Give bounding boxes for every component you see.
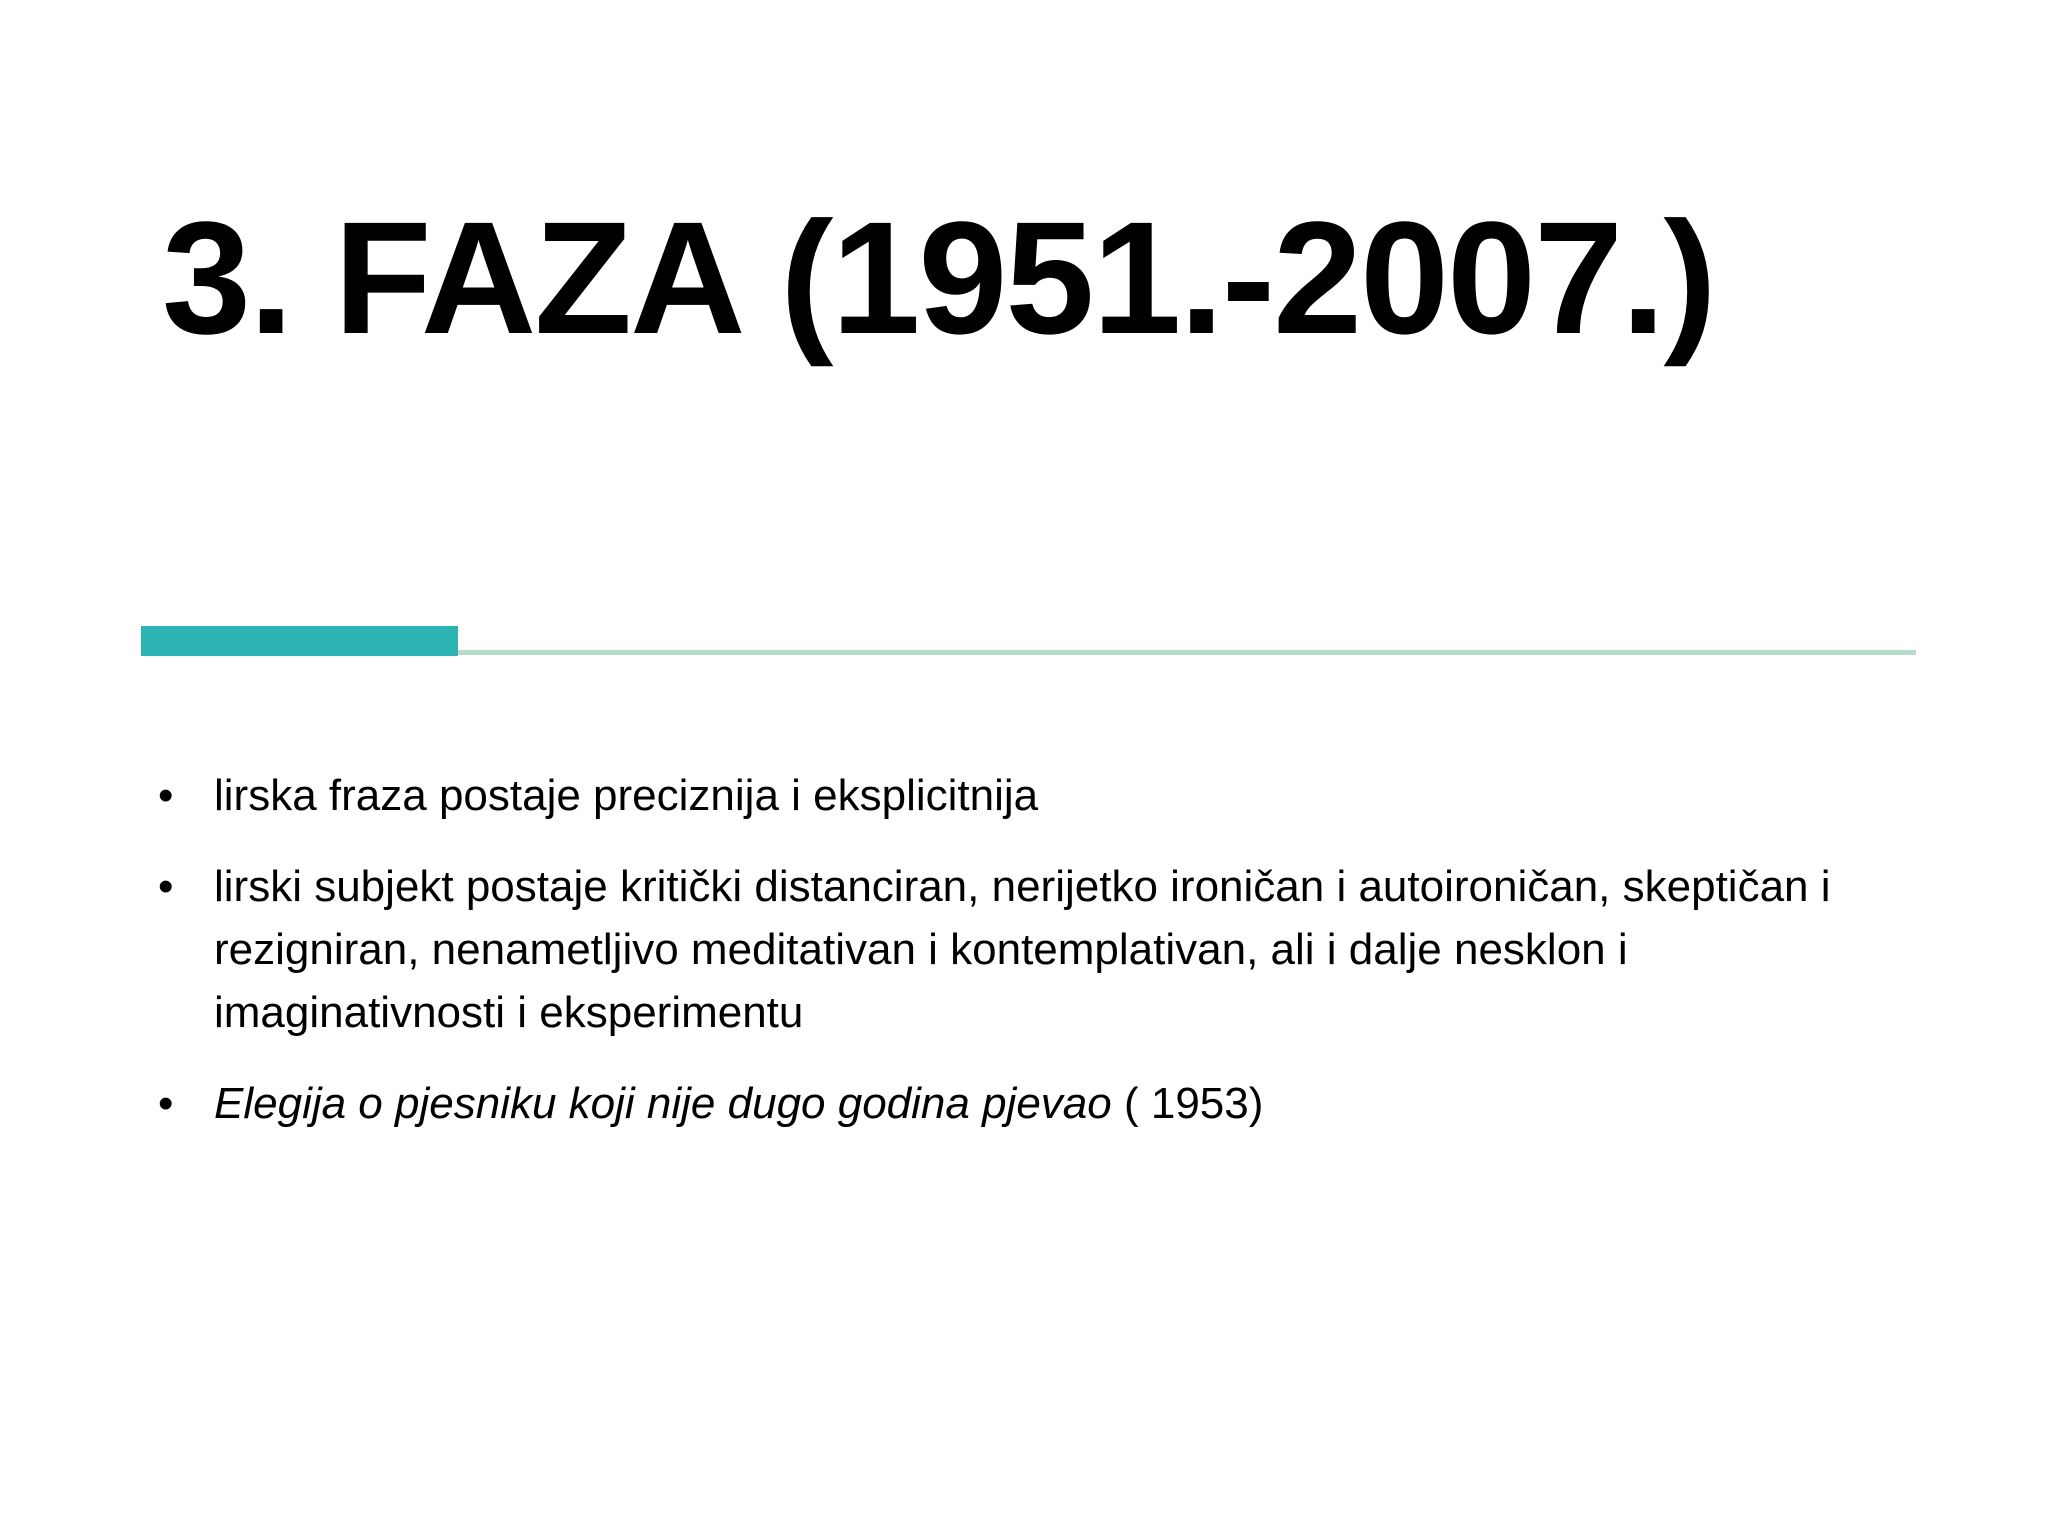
divider-accent-bar — [141, 626, 458, 656]
bullet-work-title: Elegija o pjesniku koji nije dugo godina pjevao — [214, 1079, 1112, 1128]
bullet-dot-icon: • — [158, 771, 174, 820]
bullet-text: ( 1953) — [1111, 1079, 1264, 1128]
bullet-item — [158, 1072, 1858, 1135]
bullet-text: lirska fraza postaje preciznija i eksplicitnija — [214, 771, 1039, 820]
bullet-dot-icon: • — [158, 1079, 174, 1128]
slide-title: 3. FAZA (1951.-2007.) — [162, 188, 1715, 367]
bullet-text: lirski subjekt postaje kritički distanciran, nerijetko ironičan i autoironičan, skeptičan i rezigniran, nenametljivo meditativan i kontemplativan, ali i dalje nesklon i imaginativnosti i eksperimentu — [214, 862, 1831, 1037]
bullet-item — [158, 855, 1858, 1044]
bullet-list — [158, 764, 1858, 1163]
bullet-dot-icon: • — [158, 862, 174, 911]
divider-rule — [458, 650, 1916, 655]
bullet-item — [158, 764, 1858, 827]
title-divider — [141, 626, 1916, 656]
